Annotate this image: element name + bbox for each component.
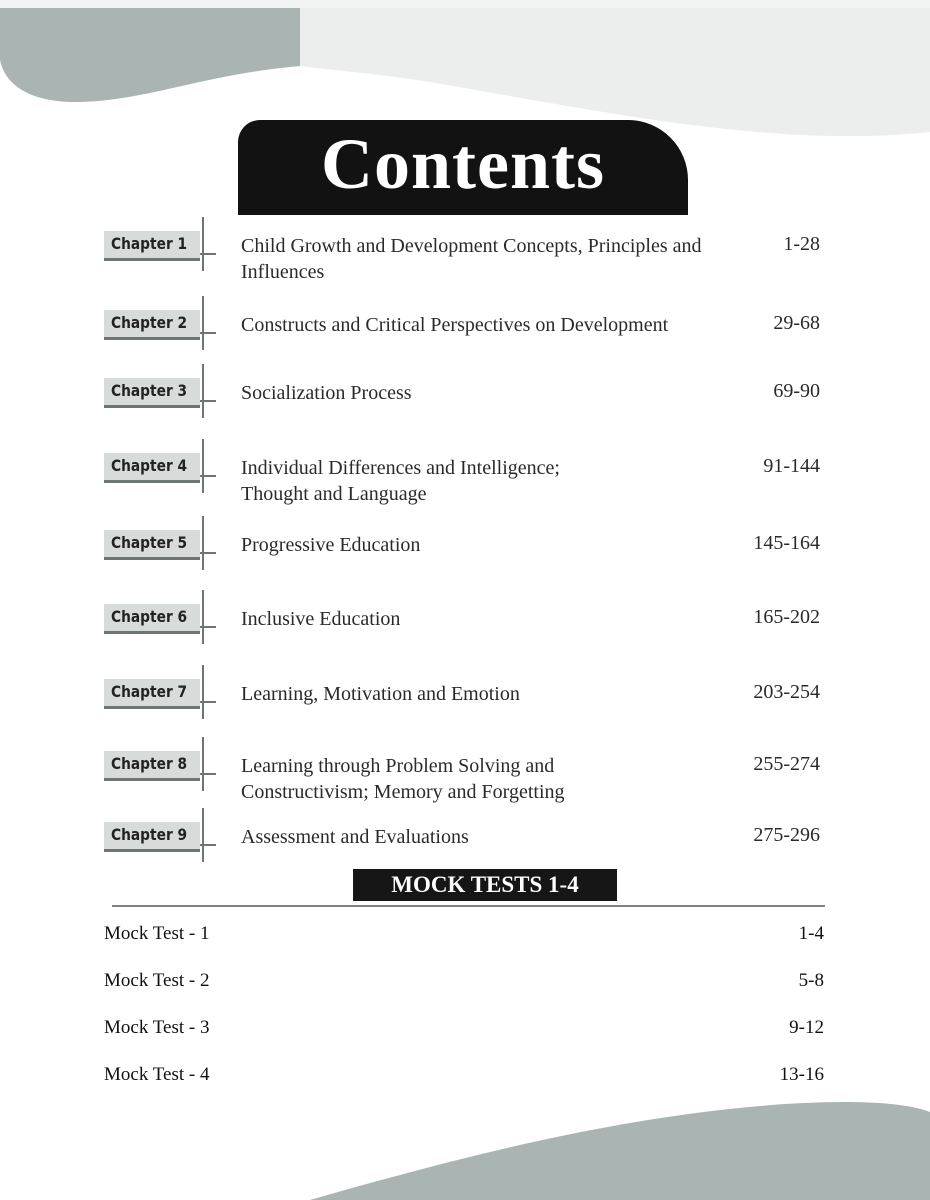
- chapter-tag: [104, 530, 200, 560]
- mock-test-pages: 13-16: [779, 1064, 824, 1085]
- chapter-title: Assessment and Evaluations: [241, 826, 469, 848]
- chapter-tick: [200, 701, 216, 703]
- chapter-title: Learning through Problem Solving and Constructivism; Memory and Forgetting: [241, 755, 565, 803]
- chapter-title: Socialization Process: [241, 382, 412, 404]
- chapter-tick: [202, 217, 204, 271]
- page-title: Contents: [320, 124, 605, 204]
- chapter-label: Chapter 1: [111, 234, 188, 253]
- chapter-tick: [200, 332, 216, 334]
- chapter-tag: [104, 679, 200, 709]
- chapter-tick: [200, 626, 216, 628]
- mock-test-label: Mock Test - 1: [104, 923, 210, 944]
- mock-test-label: Mock Test - 3: [104, 1017, 210, 1038]
- chapter-tick: [202, 296, 204, 350]
- chapter-pages: 275-296: [753, 824, 820, 846]
- chapter-label: Chapter 7: [111, 682, 188, 701]
- chapter-title: Progressive Education: [241, 534, 421, 556]
- chapter-tag: [104, 604, 200, 634]
- chapter-pages: 69-90: [773, 380, 820, 402]
- chapter-pages: 165-202: [753, 606, 820, 628]
- chapter-tick: [202, 808, 204, 862]
- chapter-label: Chapter 5: [111, 533, 188, 552]
- bottom-wave: [310, 1102, 930, 1200]
- chapter-title: Child Growth and Development Concepts, Principles and Influences: [241, 235, 702, 283]
- chapter-tag: [104, 231, 200, 261]
- chapter-title: Inclusive Education: [241, 608, 401, 630]
- chapter-tag: [104, 378, 200, 408]
- chapter-label: Chapter 8: [111, 754, 188, 773]
- mock-test-label: Mock Test - 2: [104, 970, 210, 991]
- chapter-tick: [200, 844, 216, 846]
- chapter-tag: [104, 751, 200, 781]
- top-wave-dark: [0, 8, 300, 102]
- chapter-tick: [202, 737, 204, 791]
- chapter-tick: [200, 253, 216, 255]
- contents-heading-banner: [238, 120, 688, 215]
- chapter-tag: [104, 453, 200, 483]
- chapter-label: Chapter 6: [111, 607, 188, 626]
- mock-test-pages: 9-12: [789, 1017, 824, 1038]
- divider: [112, 905, 825, 907]
- chapter-tick: [202, 590, 204, 644]
- chapter-tick: [200, 773, 216, 775]
- chapter-pages: 1-28: [783, 233, 820, 255]
- chapter-tick: [200, 400, 216, 402]
- chapter-label: Chapter 2: [111, 313, 188, 332]
- chapter-tag: [104, 310, 200, 340]
- chapter-label: Chapter 4: [111, 456, 188, 475]
- top-wave-light: [300, 8, 930, 136]
- chapter-pages: 255-274: [753, 753, 820, 775]
- chapter-title: Individual Differences and Intelligence; Thought and Language: [241, 457, 560, 505]
- chapter-label: Chapter 3: [111, 381, 188, 400]
- mock-test-pages: 5-8: [798, 970, 824, 991]
- mock-test-label: Mock Test - 4: [104, 1064, 210, 1085]
- chapter-pages: 203-254: [753, 681, 820, 703]
- chapter-tick: [202, 516, 204, 570]
- mock-tests-heading: MOCK TESTS 1-4: [353, 869, 617, 901]
- chapter-tick: [202, 364, 204, 418]
- chapter-tick: [202, 439, 204, 493]
- chapter-pages: 145-164: [753, 532, 820, 554]
- chapter-label: Chapter 9: [111, 825, 188, 844]
- chapter-title: Constructs and Critical Perspectives on Development: [241, 314, 669, 336]
- chapter-pages: 29-68: [773, 312, 820, 334]
- chapter-tick: [200, 552, 216, 554]
- chapter-pages: 91-144: [763, 455, 820, 477]
- chapter-tick: [202, 665, 204, 719]
- chapter-tag: [104, 822, 200, 852]
- chapter-tick: [200, 475, 216, 477]
- mock-test-pages: 1-4: [798, 923, 824, 944]
- chapter-title: Learning, Motivation and Emotion: [241, 683, 520, 705]
